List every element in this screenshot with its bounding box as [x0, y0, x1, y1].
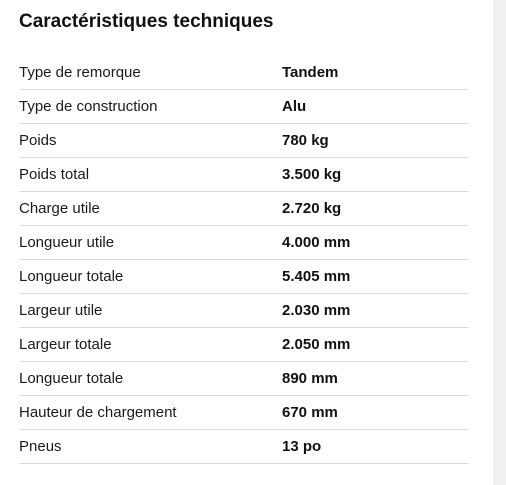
spec-row-total-length: [19, 260, 469, 294]
spec-row-total-width: [19, 328, 469, 362]
spec-label: Charge utile: [19, 200, 100, 217]
spec-value: 2.720 kg: [282, 200, 342, 217]
spec-label: Poids: [19, 132, 57, 149]
spec-value: 2.050 mm: [282, 336, 351, 353]
spec-label: Longueur utile: [19, 234, 115, 251]
spec-value: 5.405 mm: [282, 268, 351, 285]
spec-value: 780 kg: [282, 132, 329, 149]
spec-value: Tandem: [282, 64, 339, 81]
spec-label: Poids total: [19, 166, 90, 183]
spec-value: 3.500 kg: [282, 166, 342, 183]
spec-label: Largeur totale: [19, 336, 112, 353]
spec-value: 13 po: [282, 438, 322, 455]
spec-value: 890 mm: [282, 370, 338, 387]
spec-label: Type de construction: [19, 98, 158, 115]
spec-row-total-weight: [19, 158, 469, 192]
spec-label: Longueur totale: [19, 268, 124, 285]
spec-label: Longueur totale: [19, 370, 124, 387]
spec-value: 2.030 mm: [282, 302, 351, 319]
spec-row-tires: [19, 430, 469, 464]
spec-row-usable-length: [19, 226, 469, 260]
spec-value: Alu: [282, 98, 307, 115]
spec-value: 4.000 mm: [282, 234, 351, 251]
spec-row-total-length-2: [19, 362, 469, 396]
section-title: Caractéristiques techniques: [19, 11, 274, 32]
page-edge-gutter: [493, 0, 506, 485]
spec-row-weight: [19, 124, 469, 158]
specs-table: [19, 56, 469, 464]
spec-row-payload: [19, 192, 469, 226]
spec-label: Type de remorque: [19, 64, 141, 81]
spec-label: Largeur utile: [19, 302, 103, 319]
spec-row-loading-height: [19, 396, 469, 430]
spec-label: Hauteur de chargement: [19, 404, 177, 421]
spec-value: 670 mm: [282, 404, 338, 421]
spec-row-construction-type: [19, 90, 469, 124]
spec-row-usable-width: [19, 294, 469, 328]
spec-row-trailer-type: [19, 56, 469, 90]
spec-label: Pneus: [19, 438, 62, 455]
